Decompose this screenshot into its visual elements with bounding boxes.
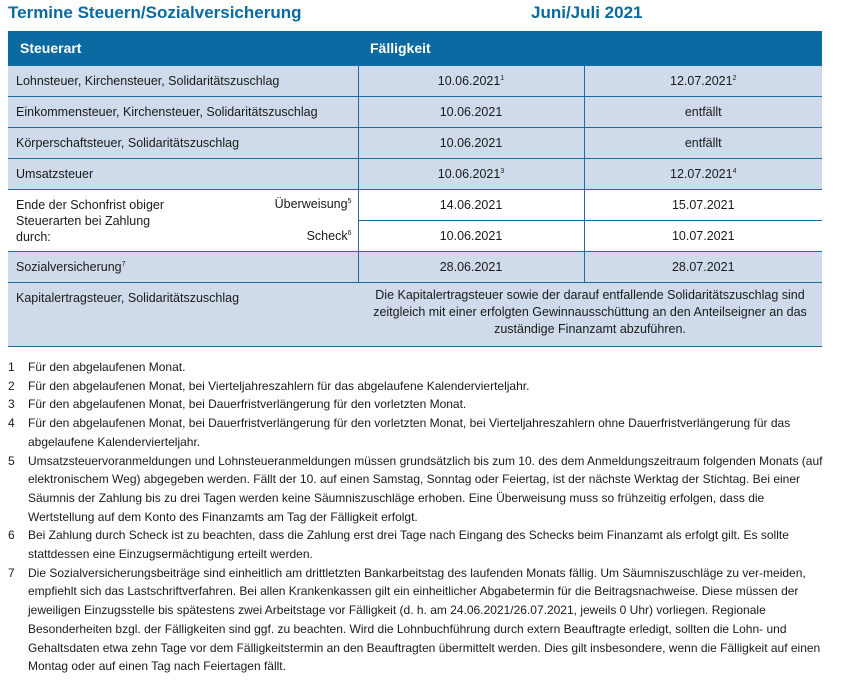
footnote-text: Für den abgelaufenen Monat, bei Dauerfristverlängerung für den vorletzten Monat, bei Vierteljahreszahlern ohne Dauerfristverlängerung für das abgelaufene Kalendervierteljahr. [28, 416, 791, 449]
footnote [8, 377, 828, 396]
july-due-cell: 28.07.2021 [584, 252, 822, 283]
footnote-number: 3 [8, 397, 15, 412]
table-row-capital [8, 283, 822, 347]
footnotes [8, 358, 828, 676]
july-due-cell: entfällt [584, 128, 822, 159]
table-row [8, 128, 822, 159]
page-title: Termine Steuern/Sozialversicherung [8, 3, 302, 22]
june-due-cell: 10.06.2021 [358, 97, 584, 128]
footnote-ref: 7 [121, 260, 126, 268]
june-due-cell [358, 159, 584, 190]
footnote-ref: 5 [347, 197, 352, 205]
july-due-cell [584, 66, 822, 97]
tax-type-cell: Einkommensteuer, Kirchensteuer, Solidaritätszuschlag [8, 97, 358, 128]
tax-type-cell: Lohnsteuer, Kirchensteuer, Solidaritätszuschlag [8, 66, 358, 97]
social-label: Sozialversicherung [16, 260, 122, 274]
tax-deadlines-table [8, 31, 822, 347]
cheque-text: Scheck [306, 229, 348, 243]
tax-type-cell [8, 252, 358, 283]
footnote [8, 526, 828, 563]
footnote-ref: 2 [732, 74, 737, 82]
july-date: 12.07.2021 [670, 74, 733, 88]
july-due-cell: 10.07.2021 [584, 221, 822, 252]
june-due-cell: 10.06.2021 [358, 128, 584, 159]
footnote-text: Die Sozialversicherungsbeiträge sind einheitlich am drittletzten Bankarbeitstag des laufenden Monats fällig. Um Säumniszuschläge zu ver-meiden, empfiehlt sich das Lastschriftverfahren. Bei allen Krankenkassen gilt ein einheitlicher Abgabetermin für die Beitragsnachweise. Diese müssen der jeweiligen Einzugsstelle bis spätestens zwei Arbeitstage vor Fälligkeit (d. h. am 24.06.2021/26.07.2021, jeweils 0 Uhr) vorliegen. Regionale Besonderheiten bzgl. der Fälligkeiten sind ggf. zu beachten. Wird die Lohnbuchführung durch extern Beauftragte erledigt, sollten die Lohn- und Gehaltsdaten etwa zehn Tage vor dem Fälligkeitstermin an den Beauftragten übermittelt werden. Dies gilt insbesondere, wenn die Fälligkeit auf einen Montag oder auf einen Tag nach Feiertagen fällt. [28, 565, 821, 674]
tax-type-cell: Kapitalertragsteuer, Solidaritätszuschlag [8, 283, 358, 347]
june-date: 10.06.2021 [437, 167, 501, 181]
footnote-number: 6 [8, 528, 15, 543]
schonfrist-label: Ende der Schonfrist obiger Steuerarten bei Zahlung durch: [16, 198, 165, 244]
schonfrist-cell [8, 190, 358, 252]
footnote-ref: 1 [500, 74, 505, 82]
footnote-ref: 4 [732, 167, 737, 175]
capital-note-cell: Die Kapitalertragsteuer sowie der darauf entfallende Solidaritätszuschlag sind zeitgleich mit einer erfolgten Gewinnausschüttung an den Anteilseigner an das zuständige Finanzamt abzuführen. [358, 283, 822, 347]
footnote [8, 414, 828, 451]
transfer-label [275, 197, 352, 211]
footnote-ref: 6 [347, 229, 352, 237]
table-header-row [8, 31, 822, 66]
june-due-cell: 10.06.2021 [358, 221, 584, 252]
july-due-cell: entfällt [584, 97, 822, 128]
july-due-cell: 15.07.2021 [584, 190, 822, 221]
footnote [8, 564, 828, 676]
table-row [8, 159, 822, 190]
footnote [8, 452, 828, 527]
june-due-cell: 14.06.2021 [358, 190, 584, 221]
tax-type-cell: Körperschaftsteuer, Solidaritätszuschlag [8, 128, 358, 159]
footnote-number: 5 [8, 453, 15, 468]
transfer-text: Überweisung [274, 197, 348, 211]
tax-type-cell: Umsatzsteuer [8, 159, 358, 190]
footnote-number: 1 [8, 360, 15, 374]
footnote-text: Für den abgelaufenen Monat, bei Dauerfristverlängerung für den vorletzten Monat. [28, 397, 467, 412]
footnote [8, 358, 828, 377]
table-row [8, 97, 822, 128]
period-title: Juni/Juli 2021 [531, 3, 643, 22]
june-date: 10.06.2021 [437, 74, 501, 88]
column-header-tax-type: Steuerart [8, 31, 358, 66]
table-row-social [8, 252, 822, 283]
footnote-text: Für den abgelaufenen Monat, bei Vierteljahreszahlern für das abgelaufene Kalendervierteljahr. [28, 378, 530, 393]
cheque-label [307, 229, 352, 243]
footnote [8, 395, 828, 414]
june-due-cell [358, 66, 584, 97]
column-header-due: Fälligkeit [358, 31, 822, 66]
footnote-number: 2 [8, 378, 15, 393]
july-due-cell [584, 159, 822, 190]
june-due-cell: 28.06.2021 [358, 252, 584, 283]
footnote-number: 7 [8, 565, 15, 580]
footnote-text: Für den abgelaufenen Monat. [28, 360, 186, 374]
footnote-text: Bei Zahlung durch Scheck ist zu beachten, dass die Zahlung erst drei Tage nach Eingang des Schecks beim Finanzamt als erfolgt gilt. Es sollte stattdessen eine Einzugsermächtigung erteilt werden. [28, 528, 789, 562]
table-row-schonfrist-transfer [8, 190, 822, 221]
footnote-ref: 3 [500, 167, 505, 175]
title-bar [8, 3, 822, 27]
table-row [8, 66, 822, 97]
footnote-number: 4 [8, 416, 15, 431]
july-date: 12.07.2021 [670, 167, 733, 181]
footnote-text: Umsatzsteuervoranmeldungen und Lohnsteueranmeldungen müssen grundsätzlich bis zum 10. des dem Anmeldungszeitraum folgenden Monats (auf elektronischem Weg) abgegeben werden. Fällt der 10. auf einen Samstag, Sonntag oder Feiertag, ist der nächste Werktag der Stichtag. Bei einer Säumnis der Zahlung bis zu drei Tagen werden keine Säumniszuschläge erhoben. Eine Überweisung muss so frühzeitig erfolgen, dass die Wertstellung auf dem Konto des Finanzamts am Tag der Fälligkeit erfolgt. [28, 453, 823, 524]
